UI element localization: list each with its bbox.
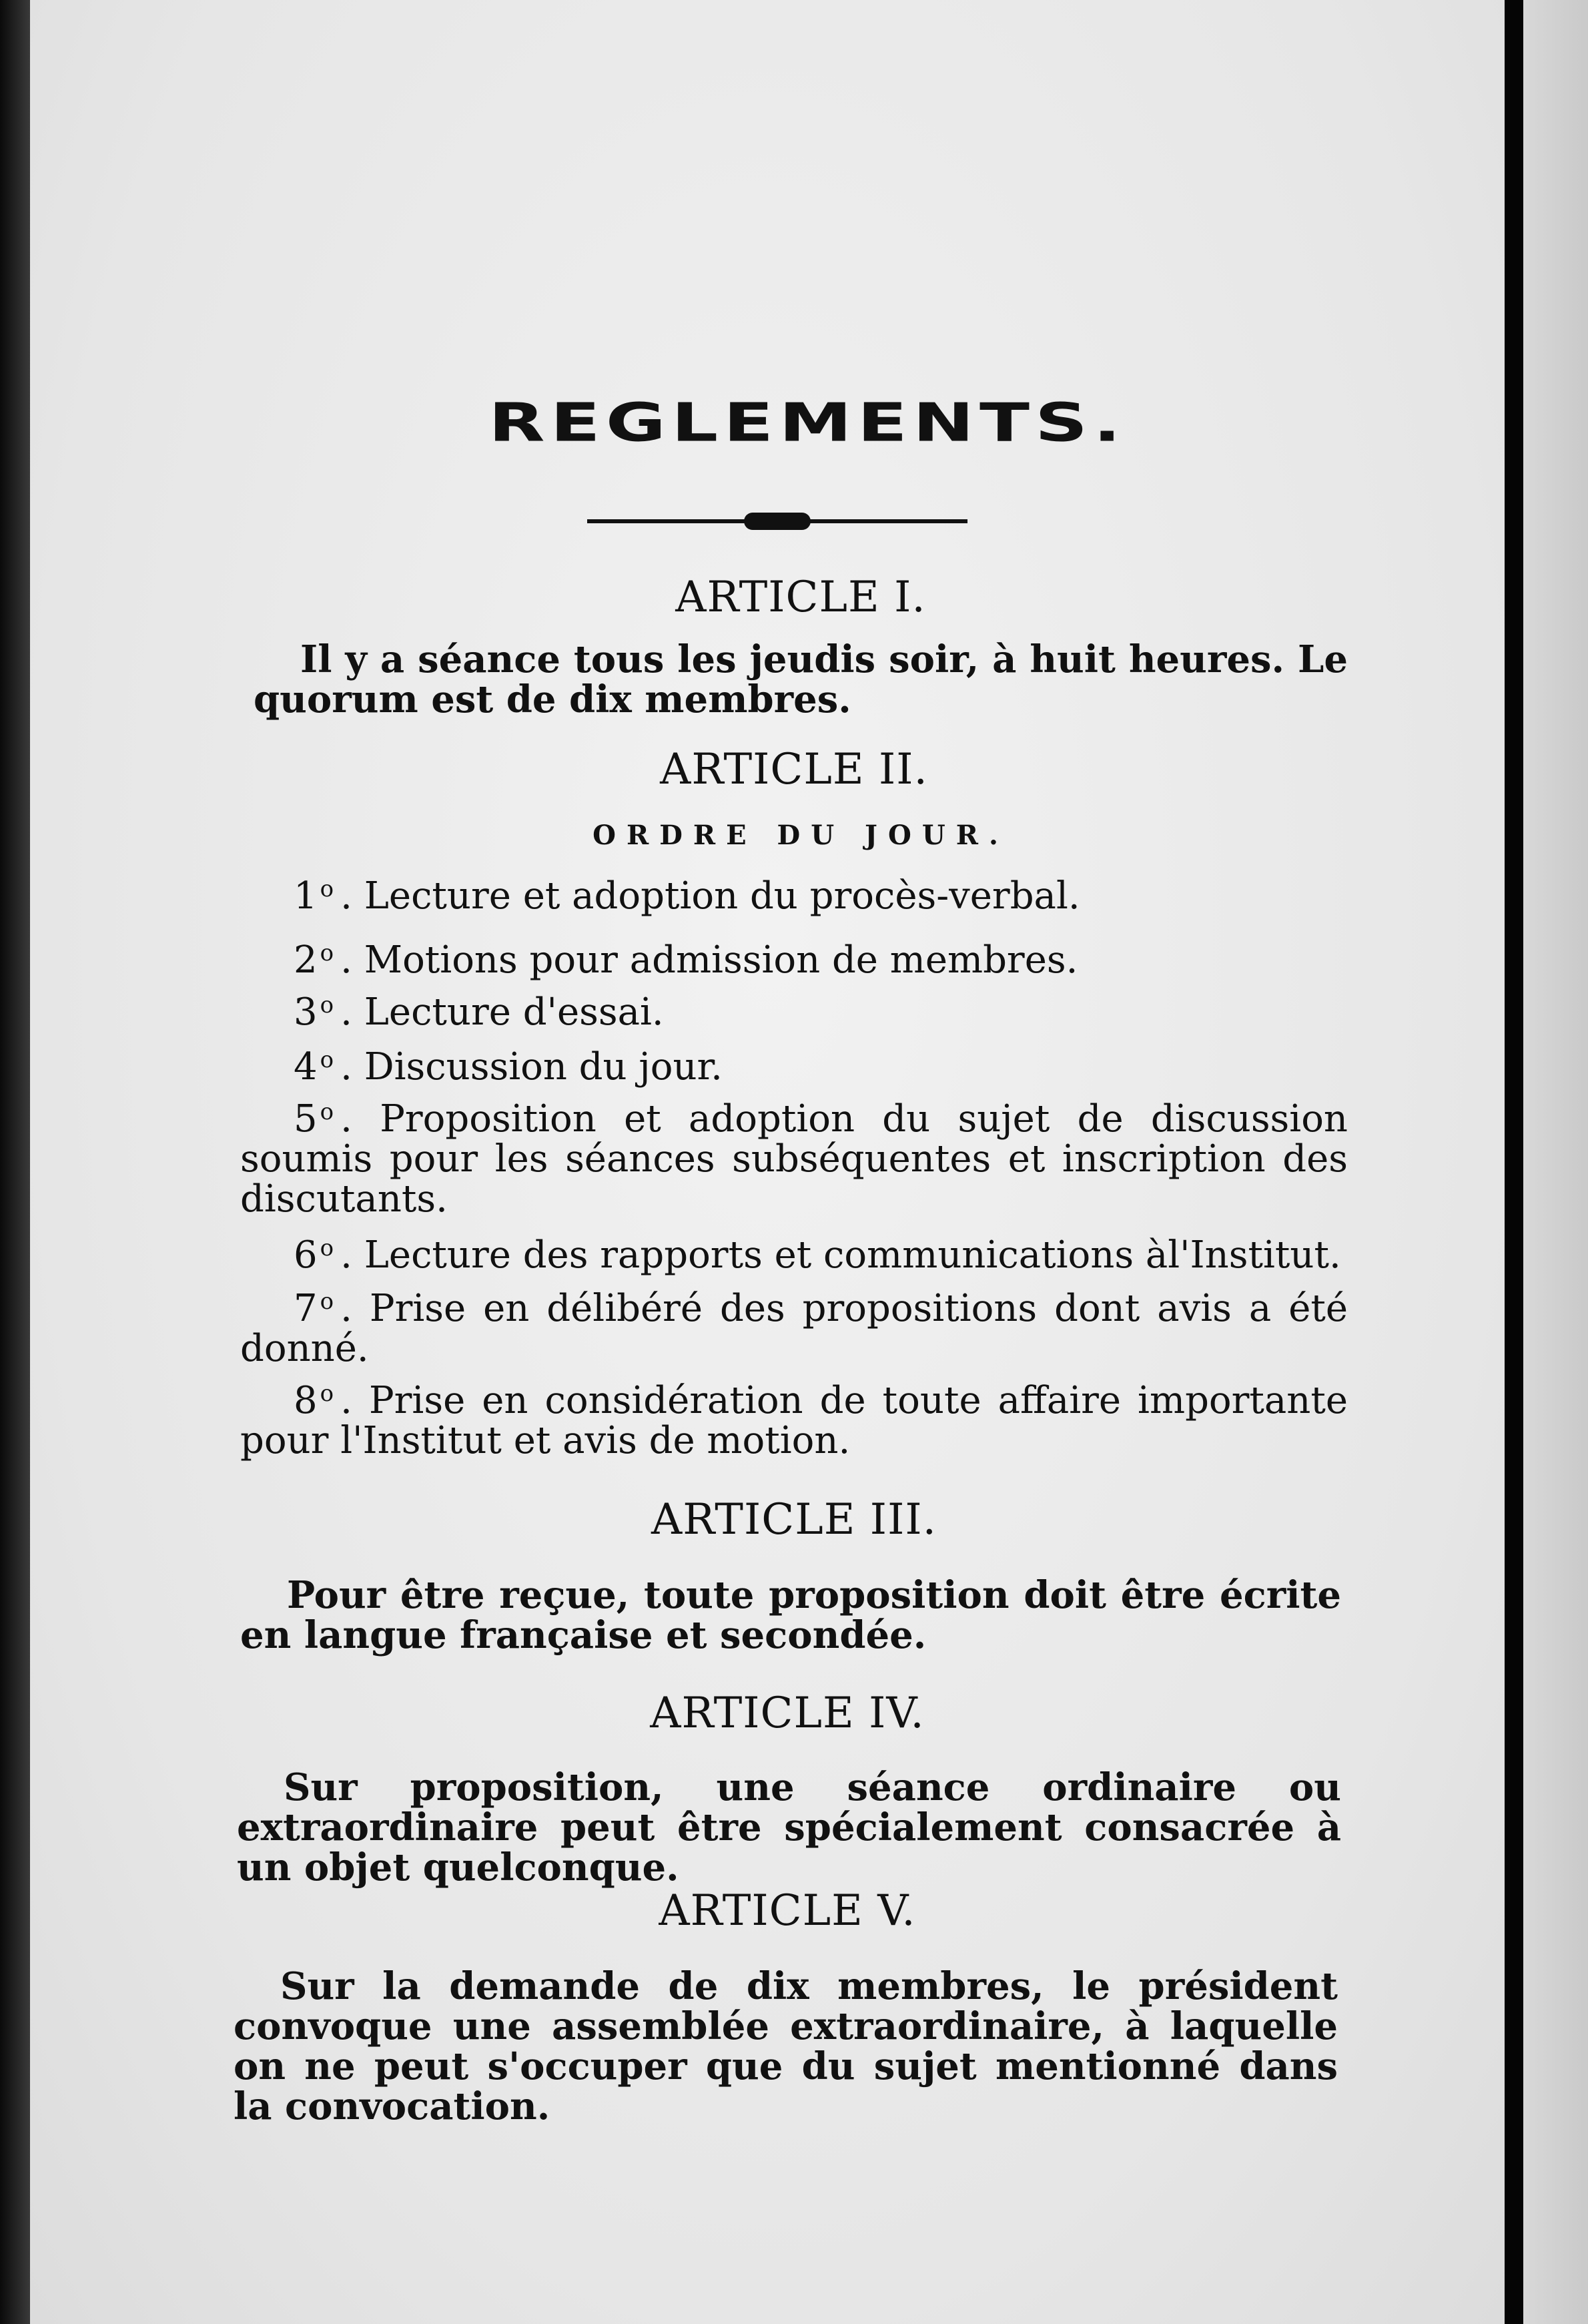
degree-mark: o — [320, 1099, 334, 1125]
item-text: Proposition et adoption du sujet de discussion soumis pour les séances subséquentes et inscription des discutants. — [240, 1097, 1348, 1221]
list-item: 5 $^o$ . Proposition et adoption du sujet de discussion soumis pour les séances subséquentes et inscription des discutants. — [240, 1097, 1348, 1221]
item-number: 4 — [294, 1045, 318, 1089]
list-item: 4 $^o$ . Discussion du jour. — [240, 1040, 1348, 1087]
item-text: Lecture d'essai. — [364, 990, 664, 1034]
item-text: Prise en considération de toute affaire importante pour l'Institut et avis de motion. — [240, 1379, 1348, 1462]
article-1-heading: ARTICLE I. — [675, 573, 926, 622]
item-text: Lecture et adoption du procès-verbal. — [364, 874, 1080, 918]
item-text: Motions pour admission de membres. — [364, 938, 1078, 982]
degree-mark: o — [320, 1047, 334, 1073]
item-number: 2 — [294, 938, 318, 982]
degree-mark: o — [320, 1235, 334, 1261]
list-item: 8 $^o$ . Prise en considération de toute affaire importante pour l'Institut et avis de motion. — [240, 1379, 1348, 1462]
degree-mark: o — [320, 992, 334, 1019]
article-4-heading: ARTICLE IV. — [650, 1689, 925, 1738]
list-item: 1 $^o$ . Lecture et adoption du procès-verbal. — [240, 869, 1348, 916]
list-item: 2 $^o$ . Motions pour admission de membres. — [240, 933, 1348, 980]
degree-mark: o — [320, 940, 334, 966]
degree-mark: o — [320, 876, 334, 902]
list-item: 7 $^o$ . Prise en délibéré des propositions dont avis a été donné. — [240, 1287, 1348, 1370]
article-4-text: Sur proposition, une séance ordinaire ou extraordinaire peut être spécialement consacrée à un objet quelconque. — [237, 1765, 1341, 1890]
item-number: 8 — [294, 1379, 318, 1422]
item-number: 6 — [294, 1233, 318, 1277]
degree-mark: o — [320, 1380, 334, 1407]
item-text: Lecture des rapports et communications àl'Institut. — [364, 1233, 1341, 1277]
item-number: 7 — [294, 1287, 318, 1330]
item-text: Discussion du jour. — [364, 1045, 723, 1089]
article-1-text: Il y a séance tous les jeudis soir, à huit heures. Le quorum est de dix membres. — [254, 637, 1348, 721]
item-number: 3 — [294, 990, 318, 1034]
item-number: 1 — [294, 874, 318, 918]
document-title: REGLEMENTS. — [488, 392, 1127, 454]
article-3-text: Pour être reçue, toute proposition doit être écrite en langue française et secondée. — [240, 1573, 1341, 1657]
article-2-subheading: ORDRE DU JOUR. — [592, 820, 1009, 851]
title-ornament — [744, 513, 811, 530]
list-item: 6 $^o$ . Lecture des rapports et communications àl'Institut. — [240, 1228, 1348, 1275]
list-item: 3 $^o$ . Lecture d'essai. — [240, 985, 1348, 1033]
degree-mark: o — [320, 1288, 334, 1315]
article-2-heading: ARTICLE II. — [660, 745, 928, 794]
item-number: 5 — [294, 1097, 318, 1141]
article-5-heading: ARTICLE V. — [659, 1886, 916, 1936]
article-5-text: Sur la demande de dix membres, le président convoque une assemblée extraordinaire, à laquelle on ne peut s'occuper que du sujet mentionné dans la convocation. — [234, 1964, 1338, 2128]
article-3-heading: ARTICLE III. — [651, 1495, 937, 1544]
item-text: Prise en délibéré des propositions dont avis a été donné. — [240, 1287, 1348, 1370]
